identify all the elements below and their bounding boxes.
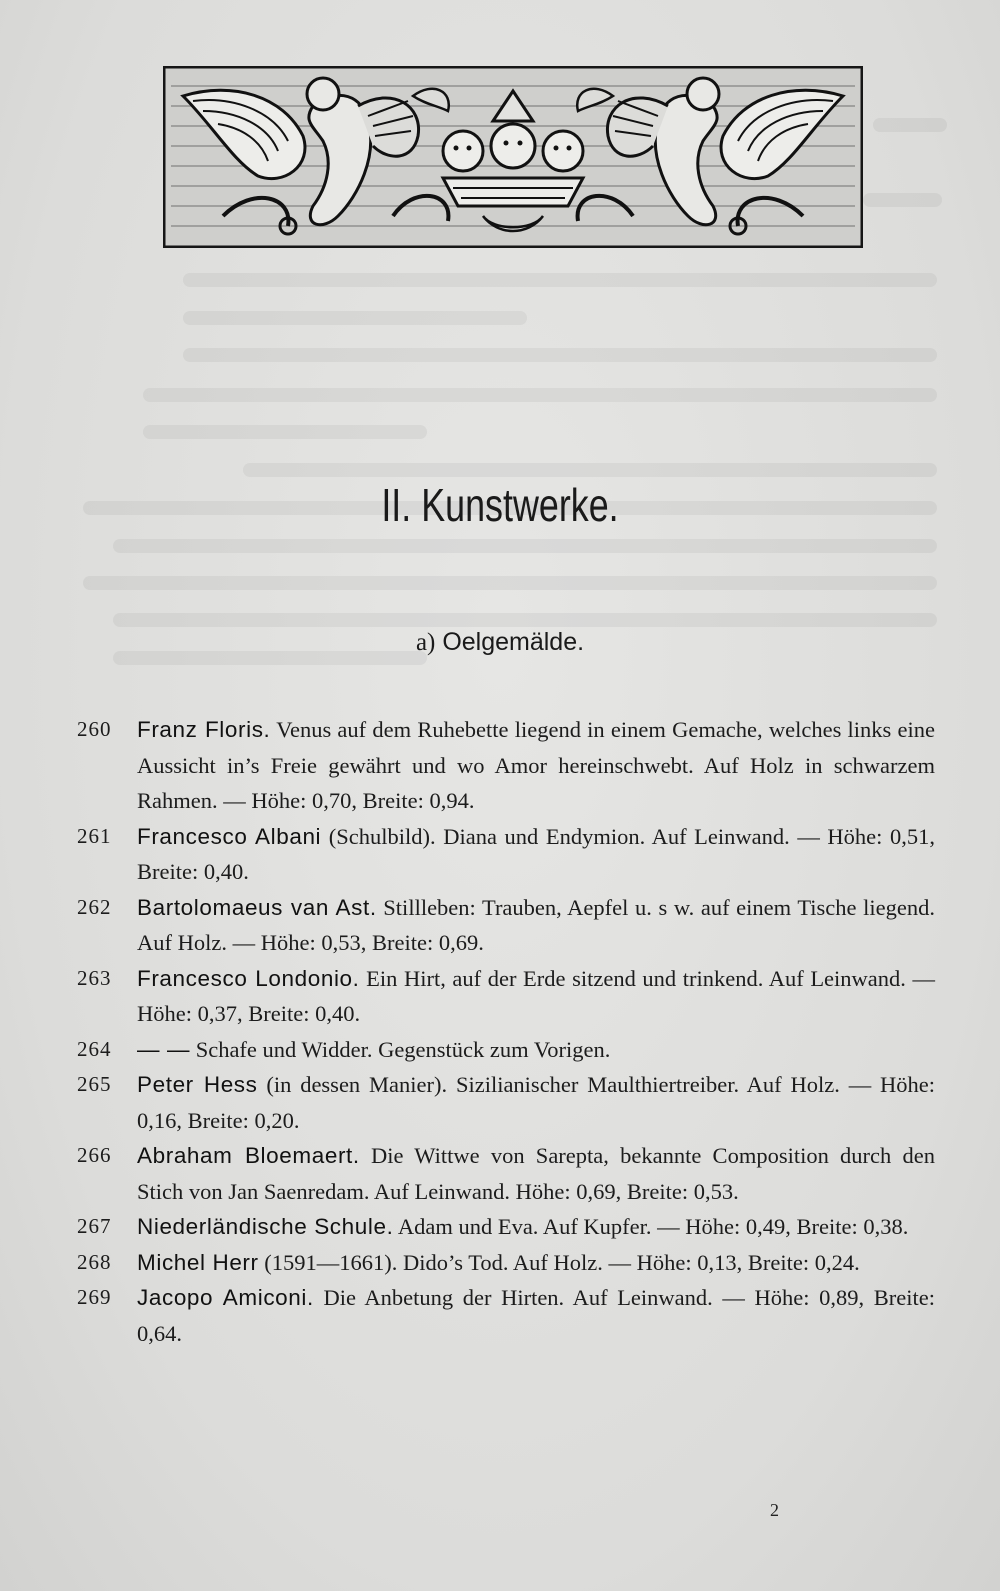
entry-number: 262 xyxy=(77,894,112,919)
catalog-entries xyxy=(75,712,935,1351)
entry-description: (in dessen Manier). Sizilianischer Maulthiertreiber. Auf Holz. — Höhe: 0,16, Breite: 0,20. xyxy=(137,1072,936,1133)
entry-artist: Francesco Londonio. xyxy=(137,965,360,991)
entry-description: (1591—1661). Dido’s Tod. Auf Holz. — Höhe: 0,13, Breite: 0,24. xyxy=(264,1249,860,1275)
entry-artist: — — xyxy=(137,1036,191,1062)
entry-artist: Michel Herr xyxy=(137,1249,259,1275)
entry-number: 266 xyxy=(77,1143,112,1167)
section-title: Oelgemälde. xyxy=(442,628,585,656)
entry-description: (Schulbild). Diana und Endymion. Auf Leinwand. — Höhe: 0,51, Breite: 0,40. xyxy=(137,823,936,884)
entry-number: 261 xyxy=(77,823,112,848)
entry-artist: Abraham Bloemaert. xyxy=(137,1143,360,1168)
woodcut-ornament-icon xyxy=(163,66,863,248)
page-number: 2 xyxy=(770,1500,779,1520)
entry-description: Venus auf dem Ruhebette liegend in einem Gemache, welches links eine Aussicht in’s Freie gewährt und wo Amor hereinschwebt. Auf Holz in schwarzem Rahmen. — Höhe: 0,70, Breite: 0,94. xyxy=(137,717,935,813)
catalog-entry-260 xyxy=(75,712,935,819)
entry-description: Die Wittwe von Sarepta, bekannte Composition durch den Stich von Jan Saenredam. Auf Leinwand. Höhe: 0,69, Breite: 0,53. xyxy=(137,1143,935,1204)
entry-description: Ein Hirt, auf der Erde sitzend und trinkend. Auf Leinwand. — Höhe: 0,37, Breite: 0,40. xyxy=(137,965,935,1026)
entry-artist: Bartolomaeus van Ast. xyxy=(137,894,377,920)
catalog-entry-264 xyxy=(75,1032,935,1068)
entry-number: 263 xyxy=(77,965,112,990)
entry-description: Die Anbetung der Hirten. Auf Leinwand. — Höhe: 0,89, Breite: 0,64. xyxy=(137,1285,936,1346)
section-heading xyxy=(0,628,1000,657)
entry-number: 269 xyxy=(77,1285,112,1309)
entry-artist: Peter Hess xyxy=(137,1072,258,1097)
entry-number: 268 xyxy=(77,1249,112,1274)
entry-description: Stillleben: Trauben, Aepfel u. s w. auf einem Tische liegend. Auf Holz. — Höhe: 0,53, Breite: 0,69. xyxy=(137,894,935,955)
entry-description: Schafe und Widder. Gegenstück zum Vorigen. xyxy=(195,1036,611,1062)
entry-number: 265 xyxy=(77,1072,112,1096)
entry-artist: Jacopo Amiconi. xyxy=(137,1285,314,1310)
entry-number: 264 xyxy=(77,1036,112,1061)
catalog-entry-263 xyxy=(75,961,935,1032)
catalog-entry-268 xyxy=(75,1245,935,1281)
catalog-entry-262 xyxy=(75,890,935,961)
entry-artist: Niederländische Schule. xyxy=(137,1214,394,1239)
entry-artist: Francesco Albani xyxy=(137,823,322,849)
entry-description: Adam und Eva. Auf Kupfer. — Höhe: 0,49, Breite: 0,38. xyxy=(397,1214,909,1239)
catalog-entry-269 xyxy=(75,1280,935,1351)
section-letter: a) xyxy=(415,629,436,656)
catalog-entry-265 xyxy=(75,1067,935,1138)
catalog-entry-261 xyxy=(75,819,935,890)
entry-number: 260 xyxy=(77,717,112,741)
catalog-entry-267 xyxy=(75,1209,935,1245)
entry-artist: Franz Floris. xyxy=(137,717,271,742)
catalog-entry-266 xyxy=(75,1138,935,1209)
entry-number: 267 xyxy=(77,1214,112,1238)
main-title: II. Kunstwerke. xyxy=(381,479,619,531)
